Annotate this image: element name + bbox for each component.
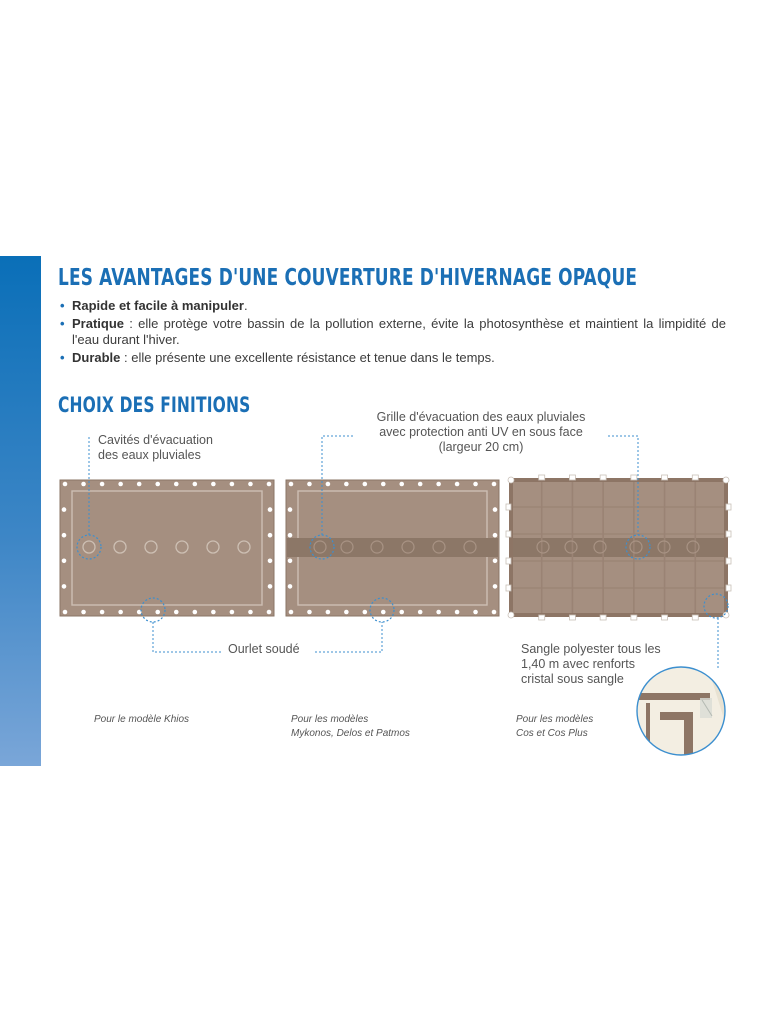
label-line: cristal sous sangle (521, 672, 624, 686)
page-title: LES AVANTAGES D'UNE COUVERTURE D'HIVERNAGE OPAQUE (58, 265, 638, 291)
eyelet (268, 584, 273, 589)
eyelet (344, 482, 349, 487)
caption-line: Mykonos, Delos et Patmos (291, 728, 410, 739)
strap-clip (662, 475, 668, 480)
label-cavites (98, 433, 213, 463)
strap-clip (569, 475, 575, 480)
strap-clip (539, 475, 545, 480)
eyelet (118, 610, 123, 615)
eyelet (344, 610, 349, 615)
corner-ring (508, 612, 514, 618)
eyelet (473, 482, 478, 487)
strap-clip (506, 558, 511, 564)
eyelet (248, 482, 253, 487)
eyelet (493, 559, 498, 564)
strap-clip (569, 615, 575, 620)
eyelet (399, 610, 404, 615)
eyelet (62, 507, 67, 512)
strap-clip (600, 615, 606, 620)
cover-cos (506, 475, 731, 620)
eyelet (289, 482, 294, 487)
eyelet (174, 610, 179, 615)
label-line: (largeur 20 cm) (438, 440, 524, 454)
strap-clip (506, 585, 511, 591)
eyelet (418, 482, 423, 487)
label-line: Cavités d'évacuation (98, 433, 213, 447)
eyelet (381, 610, 386, 615)
strap-clip (726, 504, 731, 510)
eyelet (137, 482, 142, 487)
strap-clip (631, 615, 637, 620)
eyelet (288, 584, 293, 589)
eyelet (363, 482, 368, 487)
eyelet (63, 482, 68, 487)
eyelet (267, 482, 272, 487)
strap-clip (726, 558, 731, 564)
eyelet (118, 482, 123, 487)
strap-clip (631, 475, 637, 480)
eyelet (248, 610, 253, 615)
strap-clip (600, 475, 606, 480)
eyelet (81, 610, 86, 615)
eyelet (289, 610, 294, 615)
corner-ring (723, 612, 729, 618)
eyelet (62, 559, 67, 564)
eyelet (155, 610, 160, 615)
eyelet (288, 533, 293, 538)
eyelet (63, 610, 68, 615)
eyelet (307, 610, 312, 615)
eyelet (399, 482, 404, 487)
strap-clip (726, 585, 731, 591)
eyelet (492, 610, 497, 615)
benefit-strong: Pratique (72, 315, 125, 331)
eyelet (211, 482, 216, 487)
finishes-title: CHOIX DES FINITIONS (58, 393, 251, 417)
eyelet (493, 584, 498, 589)
eyelet (326, 482, 331, 487)
eyelet (211, 610, 216, 615)
eyelet (455, 482, 460, 487)
eyelet (473, 610, 478, 615)
caption-line: Pour les modèles (516, 714, 594, 725)
label-line: des eaux pluviales (98, 448, 201, 462)
eyelet (381, 482, 386, 487)
label-line: Grille d'évacuation des eaux pluviales (376, 410, 586, 424)
benefit-text: : elle présente une excellente résistance et tenue dans le temps. (120, 349, 495, 365)
eyelet (174, 482, 179, 487)
caption-line: Cos et Cos Plus (516, 728, 588, 739)
eyelet (418, 610, 423, 615)
caption-line: Pour les modèles (291, 714, 369, 725)
eyelet (62, 584, 67, 589)
eyelet (288, 559, 293, 564)
strap-clip (539, 615, 545, 620)
benefit-strong: Rapide et facile à manipuler (72, 298, 244, 313)
eyelet (155, 482, 160, 487)
eyelet (268, 533, 273, 538)
eyelet (455, 610, 460, 615)
corner-ring (723, 477, 729, 483)
eyelet (268, 507, 273, 512)
strap-clip (692, 615, 698, 620)
eyelet (436, 482, 441, 487)
eyelet (267, 610, 272, 615)
benefit-strong: Durable (72, 349, 121, 365)
strap-clip (506, 504, 511, 510)
caption-cos (516, 713, 593, 741)
eyelet (230, 482, 235, 487)
eyelet (100, 610, 105, 615)
eyelet (268, 559, 273, 564)
label-ourlet: Ourlet soudé (228, 642, 300, 656)
caption-khios: Pour le modèle Khios (94, 714, 190, 725)
eyelet (493, 507, 498, 512)
eyelet (62, 533, 67, 538)
label-sangle (521, 642, 661, 687)
strap-clip (506, 531, 511, 537)
label-line: 1,40 m avec renforts (521, 657, 635, 671)
corner-ring (508, 477, 514, 483)
caption-mykonos (291, 713, 410, 741)
benefit-text: : elle protège votre bassin de la pollution externe, évite la photosynthèse et maintient la limpidité de l'eau durant l'hiver. (72, 315, 726, 347)
cover-khios (60, 480, 274, 616)
label-grille (336, 410, 626, 455)
eyelet (100, 482, 105, 487)
eyelet (193, 610, 198, 615)
eyelet (81, 482, 86, 487)
eyelet (326, 610, 331, 615)
label-line: Sangle polyester tous les (521, 642, 661, 656)
strap-clip (692, 475, 698, 480)
strap-clip (726, 531, 731, 537)
eyelet (288, 507, 293, 512)
eyelet (436, 610, 441, 615)
cover-mykonos (286, 480, 499, 616)
strap-clip (662, 615, 668, 620)
eyelet (492, 482, 497, 487)
eyelet (307, 482, 312, 487)
label-line: avec protection anti UV en sous face (379, 425, 583, 439)
eyelet (193, 482, 198, 487)
eyelet (363, 610, 368, 615)
eyelet (493, 533, 498, 538)
eyelet (230, 610, 235, 615)
benefit-text: . (243, 298, 248, 313)
